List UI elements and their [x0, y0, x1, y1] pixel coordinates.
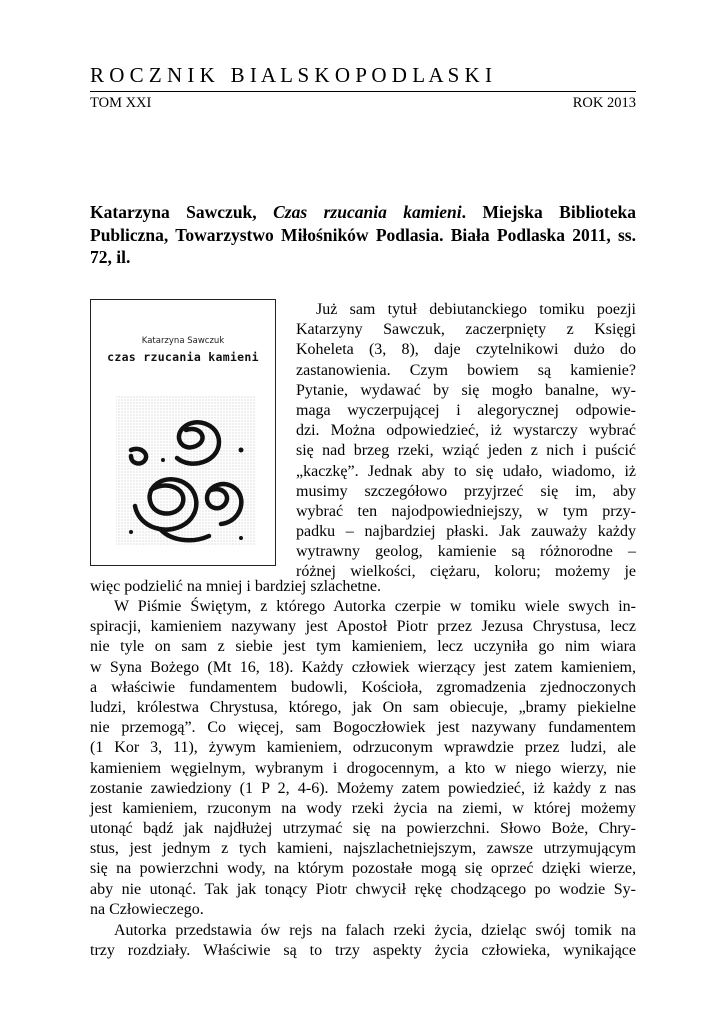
text-line: Już sam tytuł debiutanckiego tomiku poezji: [316, 301, 636, 318]
text-line: maga wyczerpującej i alegorycznej odpowie-: [296, 401, 636, 419]
text-line: Koheleta (3, 8), daje czytelnikowi dużo do: [296, 341, 636, 359]
book-cover-image: [90, 299, 276, 566]
text-line: a właściwie fundamentem budowli, Kościoła, zgromadzenia zjednoczonych: [90, 678, 636, 696]
text-line: „kaczkę”. Jednak aby to się udało, wiadomo, iż: [296, 462, 636, 480]
text-line: nie przemogą”. Co więcej, sam Bogoczłowiek jest nazywany fundamentem: [90, 719, 636, 737]
book-author: Katarzyna Sawczuk,: [90, 202, 257, 222]
volume-number: TOM XXI: [90, 95, 152, 111]
text-line: aby nie utonąć. Tak jak tonący Piotr chwycił rękę chodzącego po wodzie Sy-: [90, 880, 636, 898]
text-line: więc podzielić na mniej i bardziej szlachetne.: [90, 578, 381, 595]
text-line: Pytanie, wydawać by się mogło banalne, wy-: [296, 381, 636, 399]
stone-spiral-illustration: [91, 300, 275, 565]
text-line: na Człowieczego.: [90, 900, 204, 918]
text-line: nie tyle on sam z siebie jest tym kamieniem, lecz uczyniła go nim wiara: [90, 638, 636, 656]
text-line: wybrać ten najodpowiedniejszy, w tym przy-: [296, 502, 636, 520]
text-line: (1 Kor 3, 11), żywym kamieniem, odrzuconym wprawdzie przez ludzi, ale: [90, 739, 636, 757]
text-line: kamieniem węgielnym, wybranym i drogocennym, a kto w niego wierzy, nie: [90, 759, 636, 777]
text-line: Katarzyny Sawczuk, zaczerpnięty z Księgi: [296, 321, 636, 339]
text-line: stus, jest jednym z tych kamieni, najszlachetniejszym, zawsze utrzymującym: [90, 840, 636, 858]
book-title: Czas rzucania kamieni: [273, 202, 462, 222]
text-line: różnej wielkości, ciężaru, koloru; możemy je: [296, 563, 636, 581]
paragraph-2: [90, 597, 636, 920]
text-line: jest kamieniem, rzuconym na wody rzeki życia na ziemi, w której możemy: [90, 799, 636, 817]
cover-author: Katarzyna Sawczuk: [141, 336, 225, 346]
text-line: się nad brzeg rzeki, wziąć jeden z nich i puścić: [296, 442, 636, 460]
paragraph-1-wrapped: [296, 300, 636, 583]
review-heading: [90, 201, 636, 269]
publication-year: ROK 2013: [572, 95, 636, 111]
header-rule: [90, 91, 636, 92]
book-details: . Miejska Biblioteka Publiczna, Towarzystwo Miłośników Podlasia. Biała Podlaska 2011, ss. 72, il.: [90, 202, 636, 267]
text-line: zostanie zawiedziony (1 P 2, 4-6). Możemy zatem powiedzieć, iż każdy z nas: [90, 779, 636, 797]
text-line: trzy rozdziały. Właściwie są to trzy aspekty życia człowieka, wynikające: [90, 942, 636, 960]
text-line: dzi. Można odpowiedzieć, iż wystarczy wybrać: [296, 422, 636, 440]
journal-title: R O C Z N I K B I A L S K O P O D L A S K I: [90, 63, 492, 87]
text-line: padku – najbardziej płaski. Jak zauważy każdy: [296, 523, 636, 541]
text-line: Autorka przedstawia ów rejs na falach rzeki życia, dzieląc swój tomik na: [114, 922, 636, 939]
cover-title: czas rzucania kamieni: [107, 350, 259, 364]
text-line: zastanowienia. Czym bowiem są kamienie?: [296, 361, 636, 379]
text-line: utonąć bądź jak najdłużej utrzymać się na powierzchni. Słowo Boże, Chry-: [90, 820, 636, 838]
text-line: musimy szczegółowo przyjrzeć się im, aby: [296, 482, 636, 500]
text-line: ludzi, królestwa Chrystusa, którego, jak On sam obiecuje, „bramy piekielne: [90, 698, 636, 716]
text-line: się na powierzchni wody, na którym pozostałe mogą się oprzeć dzięki wierze,: [90, 860, 636, 878]
text-line: spiracji, kamieniem nazywany jest Apostoł Piotr przez Jezusa Chrystusa, lecz: [90, 618, 636, 636]
paragraph-3: [90, 921, 636, 961]
text-line: W Piśmie Świętym, z którego Autorka czerpie w tomiku wiele swych in-: [114, 598, 636, 615]
text-line: wytrawny geolog, kamienie są różnorodne –: [296, 543, 636, 561]
paragraph-1-full: [90, 577, 636, 597]
text-line: w Syna Bożego (Mt 16, 18). Każdy człowiek wierzący jest zatem kamieniem,: [90, 658, 636, 676]
